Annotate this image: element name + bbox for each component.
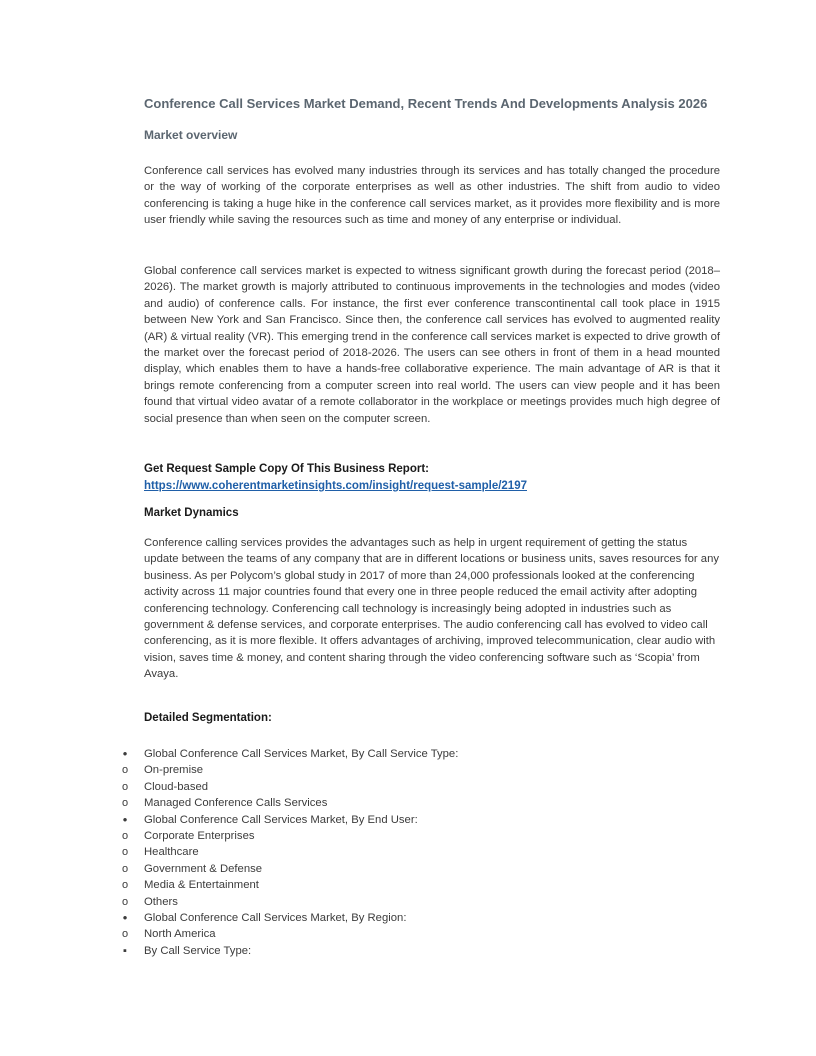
market-overview-heading: Market overview [144,128,238,142]
segmentation-item-text: Corporate Enterprises [144,829,255,842]
segmentation-item-text: Global Conference Call Services Market, By End User: [144,813,418,826]
bullet-bullet-icon [118,746,132,763]
segmentation-list-item [118,894,718,910]
circle-bullet-icon [118,779,132,795]
sample-request-block [144,461,527,495]
segmentation-heading: Detailed Segmentation: [144,712,272,724]
market-dynamics-heading: Market Dynamics [144,507,239,519]
segmentation-list-item [118,795,718,811]
segmentation-list-item [118,746,718,762]
segmentation-item-text: Cloud-based [144,780,209,793]
segmentation-list-item [118,910,718,926]
circle-bullet-icon [118,926,132,942]
segmentation-item-text: Global Conference Call Services Market, By Region: [144,911,407,924]
circle-bullet-icon [118,844,132,860]
circle-bullet-icon [118,762,132,778]
segmentation-list-item [118,812,718,828]
bullet-bullet-icon [118,812,132,829]
segmentation-list-item [118,828,718,844]
overview-paragraph-2: Global conference call services market is expected to witness significant growth during the forecast period (2018–2026). The market growth is majorly attributed to continuous improvements in the technologies and modes (video and audio) of conference calls. For instance, the first ever conference transcontinental call took place in 1915 between New York and San Francisco. Since then, the conference call services has evolved to augmented reality (AR) & virtual reality (VR). This emerging trend in the conference call services market is expected to drive growth of the market over the forecast period of 2018-2026. The users can see others in front of them in a head mounted display, which enables them to have a hands-free collaborative experience. The main advantage of AR is that it brings remote conferencing from a computer screen into real world. The users can view people and it has been found that virtual video avatar of a remote collaborator in the workplace or meetings provides much high degree of social presence than when seen on the computer screen. [144,265,720,425]
segmentation-list-item [118,844,718,860]
circle-bullet-icon [118,894,132,910]
segmentation-list-item [118,762,718,778]
circle-bullet-icon [118,795,132,811]
overview-paragraph-1: Conference call services has evolved many industries through its services and has totally changed the procedure or the way of working of the corporate enterprises as well as other industries. The shift from audio to video conferencing is taking a huge hike in the conference call services market, as it provides more flexibility and is more user friendly while saving the resources such as time and money of any enterprise or individual. [144,165,720,227]
segmentation-item-text: North America [144,928,216,941]
segmentation-item-text: Healthcare [144,846,199,859]
segmentation-item-text: On-premise [144,764,204,777]
segmentation-list-item [118,943,718,959]
sample-request-label: Get Request Sample Copy Of This Business Report: [144,463,429,475]
segmentation-list-item [118,779,718,795]
segmentation-list-item [118,861,718,877]
segmentation-list-item [118,877,718,893]
segmentation-item-text: Managed Conference Calls Services [144,797,328,810]
circle-bullet-icon [118,828,132,844]
segmentation-item-text: Global Conference Call Services Market, By Call Service Type: [144,748,459,760]
bullet-bullet-icon [118,910,132,927]
market-dynamics-paragraph: Conference calling services provides the advantages such as help in urgent requirement of getting the status update between the teams of any company that are in different locations or business units, saves resources for any business. As per Polycom’s global study in 2017 of more than 24,000 professionals looked at the conferencing activity across 11 major countries found that every one in three people reduced the email activity after adopting conferencing technology. Conferencing call technology is increasingly being adopted in industries such as government & defense services, and corporate enterprises. The audio conferencing call has evolved to video call conferencing, as it is more flexible. It offers advantages of archiving, improved telecommunication, clear audio with vision, saves time & money, and content sharing through the video conferencing software such as ‘Scopia’ from Avaya. [144,537,720,681]
circle-bullet-icon [118,861,132,877]
circle-bullet-icon [118,877,132,893]
square-bullet-icon [118,943,132,959]
segmentation-item-text: Media & Entertainment [144,879,259,892]
document-title: Conference Call Services Market Demand, Recent Trends And Developments Analysis 2026 [144,96,708,111]
sample-request-link[interactable]: https://www.coherentmarketinsights.com/insight/request-sample/2197 [144,480,527,492]
segmentation-list [118,746,718,959]
segmentation-item-text: Government & Defense [144,862,263,875]
segmentation-item-text: By Call Service Type: [144,944,252,957]
segmentation-list-item [118,926,718,942]
segmentation-item-text: Others [144,895,178,908]
